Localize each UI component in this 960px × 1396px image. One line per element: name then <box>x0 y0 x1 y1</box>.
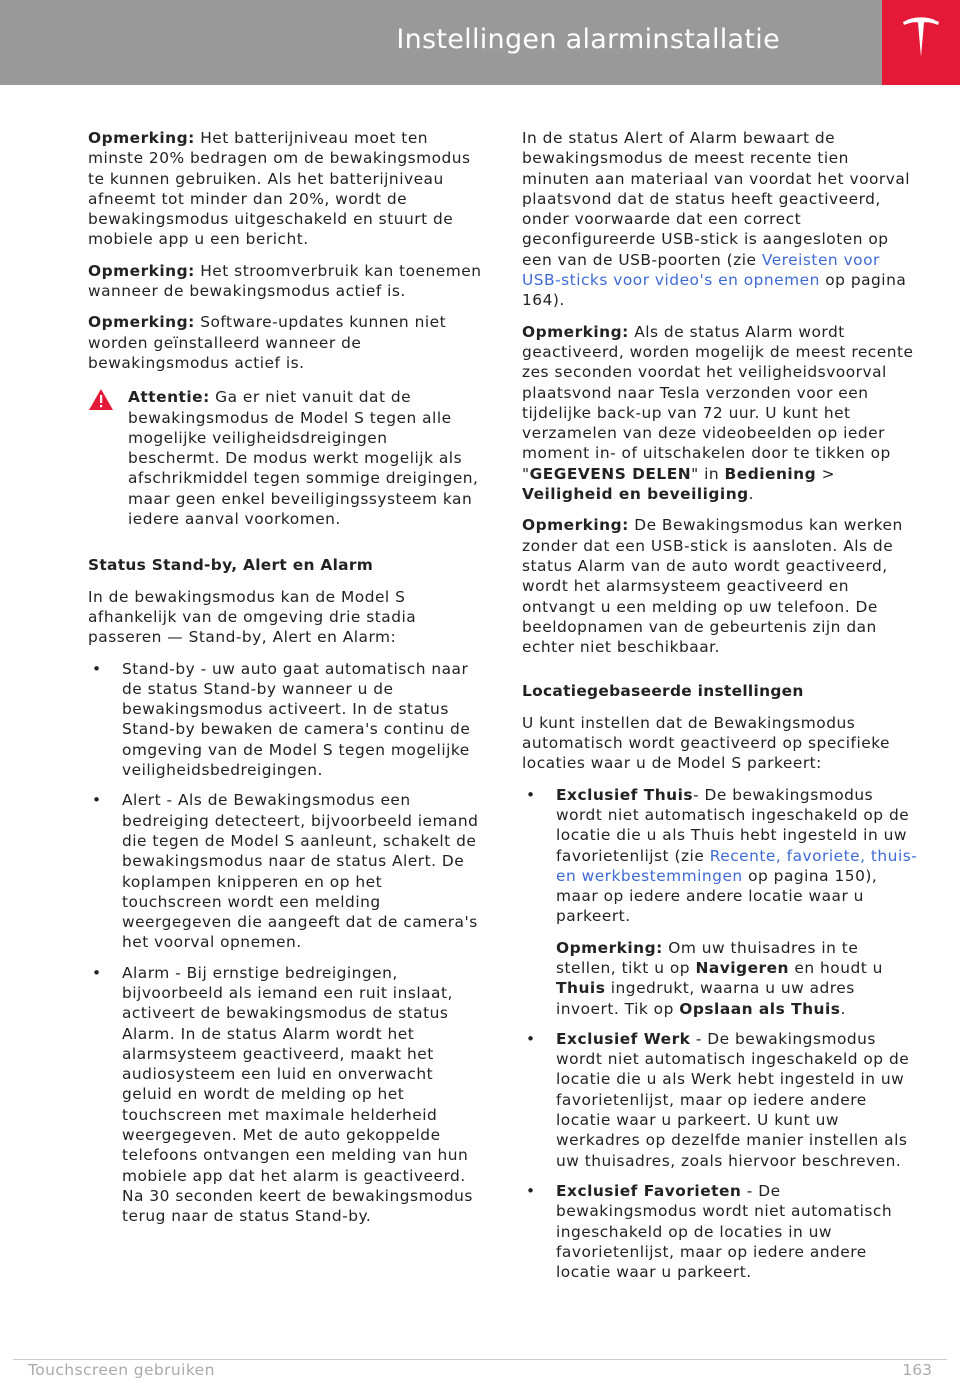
note-home-address: Opmerking: Om uw thuisadres in te stellen, tikt u op Navigeren en houdt u Thuis ingedrukt, waarna u uw adres invoert. Tik op Opslaan als Thuis. <box>556 938 883 1018</box>
location-intro: U kunt instellen dat de Bewakingsmodus automatisch wordt geactiveerd op specifieke locaties waar u de Model S parkeert: <box>522 713 891 773</box>
list-item: • Stand-by - uw auto gaat automatisch naar de status Stand-by wanneer u de bewakingsmodus activeert. In de status Stand-by bewaken de camera's continu de omgeving van de Model S tegen mogelijke veiligheidsbedreigingen. <box>92 659 471 780</box>
page-number: 163 <box>902 1361 932 1379</box>
note-power: Opmerking: Het stroomverbruik kan toenemen wanneer de bewakingsmodus actief is. <box>88 261 482 301</box>
footer-divider <box>13 1359 947 1360</box>
header-bar <box>0 0 882 85</box>
list-item: • Exclusief Favorieten - De bewakingsmodus wordt niet automatisch ingeschakeld op de locaties in uw favorietenlijst, maar op iedere andere locatie waar u parkeert. <box>526 1181 893 1282</box>
storage-paragraph: In de status Alert of Alarm bewaart de bewakingsmodus de meest recente tien minuten aan materiaal van voordat het voorval plaatsvond dat de status heeft geactiveerd, onder voorwaarde dat een correct geconfigureerde USB-stick is aangesloten op een van de USB-poorten (zie Vereisten voor USB-sticks voor video's en opnemen op pagina 164). <box>522 129 911 310</box>
section-heading-status: Status Stand-by, Alert en Alarm <box>88 556 374 575</box>
section-heading-location: Locatiegebaseerde instellingen <box>522 682 804 701</box>
list-item: • Exclusief Werk - De bewakingsmodus wordt niet automatisch ingeschakeld op de locatie die u als Werk hebt ingesteld in uw favorietenlijst, maar op iedere andere locatie waar u parkeert. U kunt uw werkadres op dezelfde manier instellen als uw thuisadres, zoals hiervoor beschreven. <box>526 1029 910 1170</box>
note-alarm-upload: Opmerking: Als de status Alarm wordt geactiveerd, worden mogelijk de meest recente zes seconden voordat het veiligheidsvoorval plaatsvond naar Tesla verzonden voor een tijdelijke back-up van 72 uur. U kunt het verzamelen van deze videobeelden op ieder moment in- of uitschakelen door te tikken op "GEGEVENS DELEN" in Bediening > Veiligheid en beveiliging. <box>522 322 914 504</box>
tesla-logo <box>882 0 960 85</box>
note-updates: Opmerking: Software-updates kunnen niet worden geïnstalleerd wanneer de bewakingsmodus actief is. <box>88 313 447 372</box>
warning-icon <box>88 388 114 411</box>
destinations-link[interactable]: Recente, favoriete, thuis- en werkbestemmingen <box>556 846 918 885</box>
list-item: • Exclusief Thuis- De bewakingsmodus wordt niet automatisch ingeschakeld op de locatie die u als Thuis hebt ingesteld in uw favorietenlijst (zie Recente, favoriete, thuis- en werkbestemmingen op pagina 150), maar op iedere andere locatie waar u parkeert. Opmerking: Om uw thuisadres in te stellen, tikt u op Navigeren en houdt u Thuis ingedrukt, waarna u uw adres invoert. Tik op Opslaan als Thuis. <box>526 785 918 1018</box>
right-column <box>522 128 918 1292</box>
page-title: Instellingen alarminstallatie <box>396 24 780 55</box>
warning-box: Attentie: Ga er niet vanuit dat de bewakingsmodus de Model S tegen alle mogelijke veiligheidsdreigingen beschermt. De modus werkt mogelijk als afschrikmiddel tegen sommige dreigingen, maar geen enkel beveiligingssysteem kan iedere aanval voorkomen. <box>88 387 484 529</box>
footer-section-title: Touchscreen gebruiken <box>28 1361 215 1379</box>
status-list <box>88 659 484 1227</box>
note-no-usb: Opmerking: De Bewakingsmodus kan werken zonder dat een USB-stick is aansloten. Als de status Alarm van de auto wordt geactiveerd, wordt het alarmsysteem geactiveerd en ontvangt u een melding op uw telefoon. De beeldopnamen van de gebeurtenis zijn dan echter niet beschikbaar. <box>522 516 903 657</box>
list-item: • Alarm - Bij ernstige bedreigingen, bijvoorbeeld als iemand een ruit inslaat, activeert de bewakingsmodus de status Alarm. In de status Alarm wordt het alarmsysteem geactiveerd, maakt het audiosysteem een luid en onverwacht geluid en wordt de melding op het touchscreen met maximale helderheid weergegeven. Met de auto gekoppelde telefoons ontvangen een melding van hun mobiele app dat het alarm is geactiveerd. Na 30 seconden keert de bewakingsmodus terug naar de status Stand-by. <box>92 963 473 1226</box>
status-intro: In de bewakingsmodus kan de Model S afhankelijk van de omgeving drie stadia passeren — Stand-by, Alert en Alarm: <box>88 587 417 647</box>
usb-requirements-link[interactable]: Vereisten voor USB-sticks voor video's en opnemen <box>522 250 880 290</box>
note-battery: Opmerking: Het batterijniveau moet ten minste 20% bedragen om de bewakingsmodus te kunnen gebruiken. Als het batterijniveau afneemt tot minder dan 20%, wordt de bewakingsmodus uitgeschakeld en stuurt de mobiele app u een bericht. <box>88 129 471 249</box>
location-list <box>522 785 918 1283</box>
list-item: • Alert - Als de Bewakingsmodus een bedreiging detecteert, bijvoorbeeld iemand die tegen de Model S aanleunt, schakelt de bewakingsmodus naar de status Alert. De koplampen knipperen en op het touchscreen wordt een melding weergegeven die aangeeft dat de camera's het voorval opnemen. <box>92 791 479 952</box>
left-column <box>88 128 484 1237</box>
tesla-logo-icon <box>901 17 941 63</box>
